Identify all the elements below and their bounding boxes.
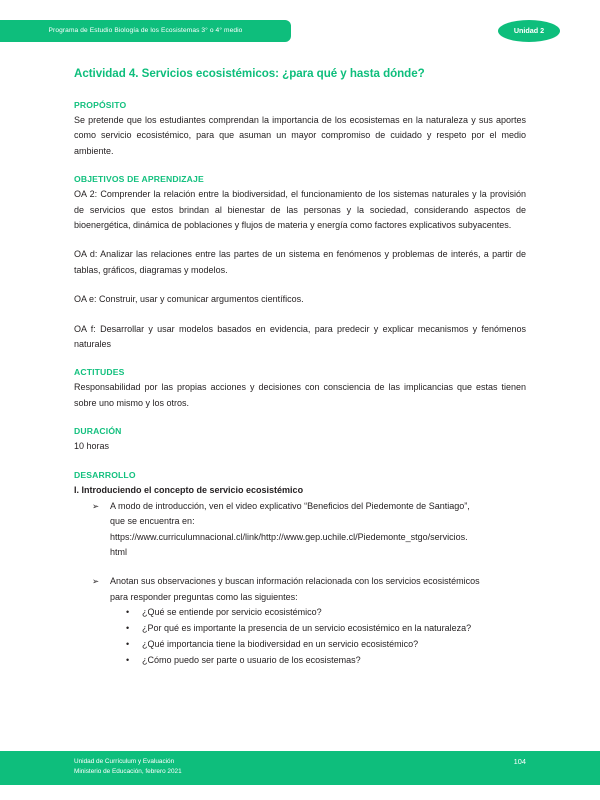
section-heading-objetivos: OBJETIVOS DE APRENDIZAJE [74, 174, 204, 185]
question-text: ¿Por qué es importante la presencia de un servicio ecosistémico en la naturaleza? [142, 622, 472, 633]
list-item-text-cont: que se encuentra en: [110, 516, 195, 527]
resource-url-line-2[interactable]: html [110, 546, 128, 557]
dot-bullet-icon: • [126, 622, 130, 633]
unit-badge [498, 20, 560, 42]
desarrollo-subtitle: I. Introduciendo el concepto de servicio ecosistémico [74, 484, 304, 495]
footer-line-2: Ministerio de Educación, febrero 2021 [74, 768, 182, 775]
dot-bullet-icon: • [126, 638, 130, 649]
list-item-text: Anotan sus observaciones y buscan información relacionada con los servicios ecosistémicos [110, 576, 480, 587]
actitudes-body: Responsabilidad por las propias acciones y decisiones con consciencia de las implicancias que estas tienen sobre uno mismo y los otros. [74, 382, 526, 408]
footer-line-1: Unidad de Currículum y Evaluación [74, 758, 175, 765]
objetivo-oa2: OA 2: Comprender la relación entre la biodiversidad, el funcionamiento de los sistemas naturales y la provisión de servicios que estos brindan al bienestar de las personas y la sociedad, considerando aspectos de bioenergética, dinámica de poblaciones y flujos de materia y energía como factores explicativos subyacentes. [74, 189, 526, 231]
page-number: 104 [513, 757, 526, 766]
footer-organization [74, 757, 182, 777]
dot-bullet-icon: • [126, 654, 130, 665]
question-text: ¿Qué importancia tiene la biodiversidad en un servicio ecosistémico? [142, 638, 419, 649]
program-banner-label: Programa de Estudio Biología de los Ecosistemas 3° o 4° medio [48, 27, 243, 34]
objetivo-oad: OA d: Analizar las relaciones entre las partes de un sistema en fenómenos y problemas de interés, a partir de tablas, gráficos, diagramas y modelos. [74, 249, 526, 275]
list-item-text-cont: para responder preguntas como las siguientes: [110, 591, 298, 602]
question-text: ¿Qué se entiende por servicio ecosistémico? [142, 607, 322, 618]
section-heading-desarrollo: DESARROLLO [74, 469, 136, 480]
section-heading-proposito: PROPÓSITO [74, 100, 127, 110]
arrow-bullet-icon: ➢ [92, 576, 100, 587]
page-header [0, 20, 600, 42]
list-item-text: A modo de introducción, ven el video explicativo “Beneficios del Piedemonte de Santiago”, [110, 500, 470, 511]
program-banner [0, 20, 291, 42]
page-footer [0, 751, 600, 785]
question-item [74, 637, 526, 653]
section-heading-duracion: DURACIÓN [74, 426, 122, 437]
objetivo-oae: OA e: Construir, usar y comunicar argumentos científicos. [74, 294, 304, 305]
question-text: ¿Cómo puedo ser parte o usuario de los ecosistemas? [142, 654, 361, 665]
question-item [74, 621, 526, 637]
proposito-body: Se pretende que los estudiantes comprendan la importancia de los ecosistemas en la naturaleza y sus aportes como servicio ecosistémico, para que asuman un mayor compromiso de cuidado y respeto por el medio ambiente. [74, 115, 526, 156]
dot-bullet-icon: • [126, 607, 130, 618]
duracion-body: 10 horas [74, 441, 110, 452]
question-item [74, 653, 526, 669]
list-item [74, 499, 526, 514]
unit-badge-label: Unidad 2 [513, 26, 545, 35]
page-title: Actividad 4. Servicios ecosistémicos: ¿para qué y hasta dónde? [74, 67, 425, 80]
list-item [74, 574, 526, 589]
objetivo-oaf: OA f: Desarrollar y usar modelos basados en evidencia, para predecir y explicar mecanismos y fenómenos naturales [74, 323, 526, 350]
resource-url-line-1[interactable]: https://www.curriculumnacional.cl/link/http://www.gep.uchile.cl/Piedemonte_stgo/servicios. [110, 531, 468, 542]
document-content [74, 66, 526, 668]
section-heading-actitudes: ACTITUDES [74, 367, 125, 378]
question-item [74, 605, 526, 621]
arrow-bullet-icon: ➢ [92, 500, 100, 511]
